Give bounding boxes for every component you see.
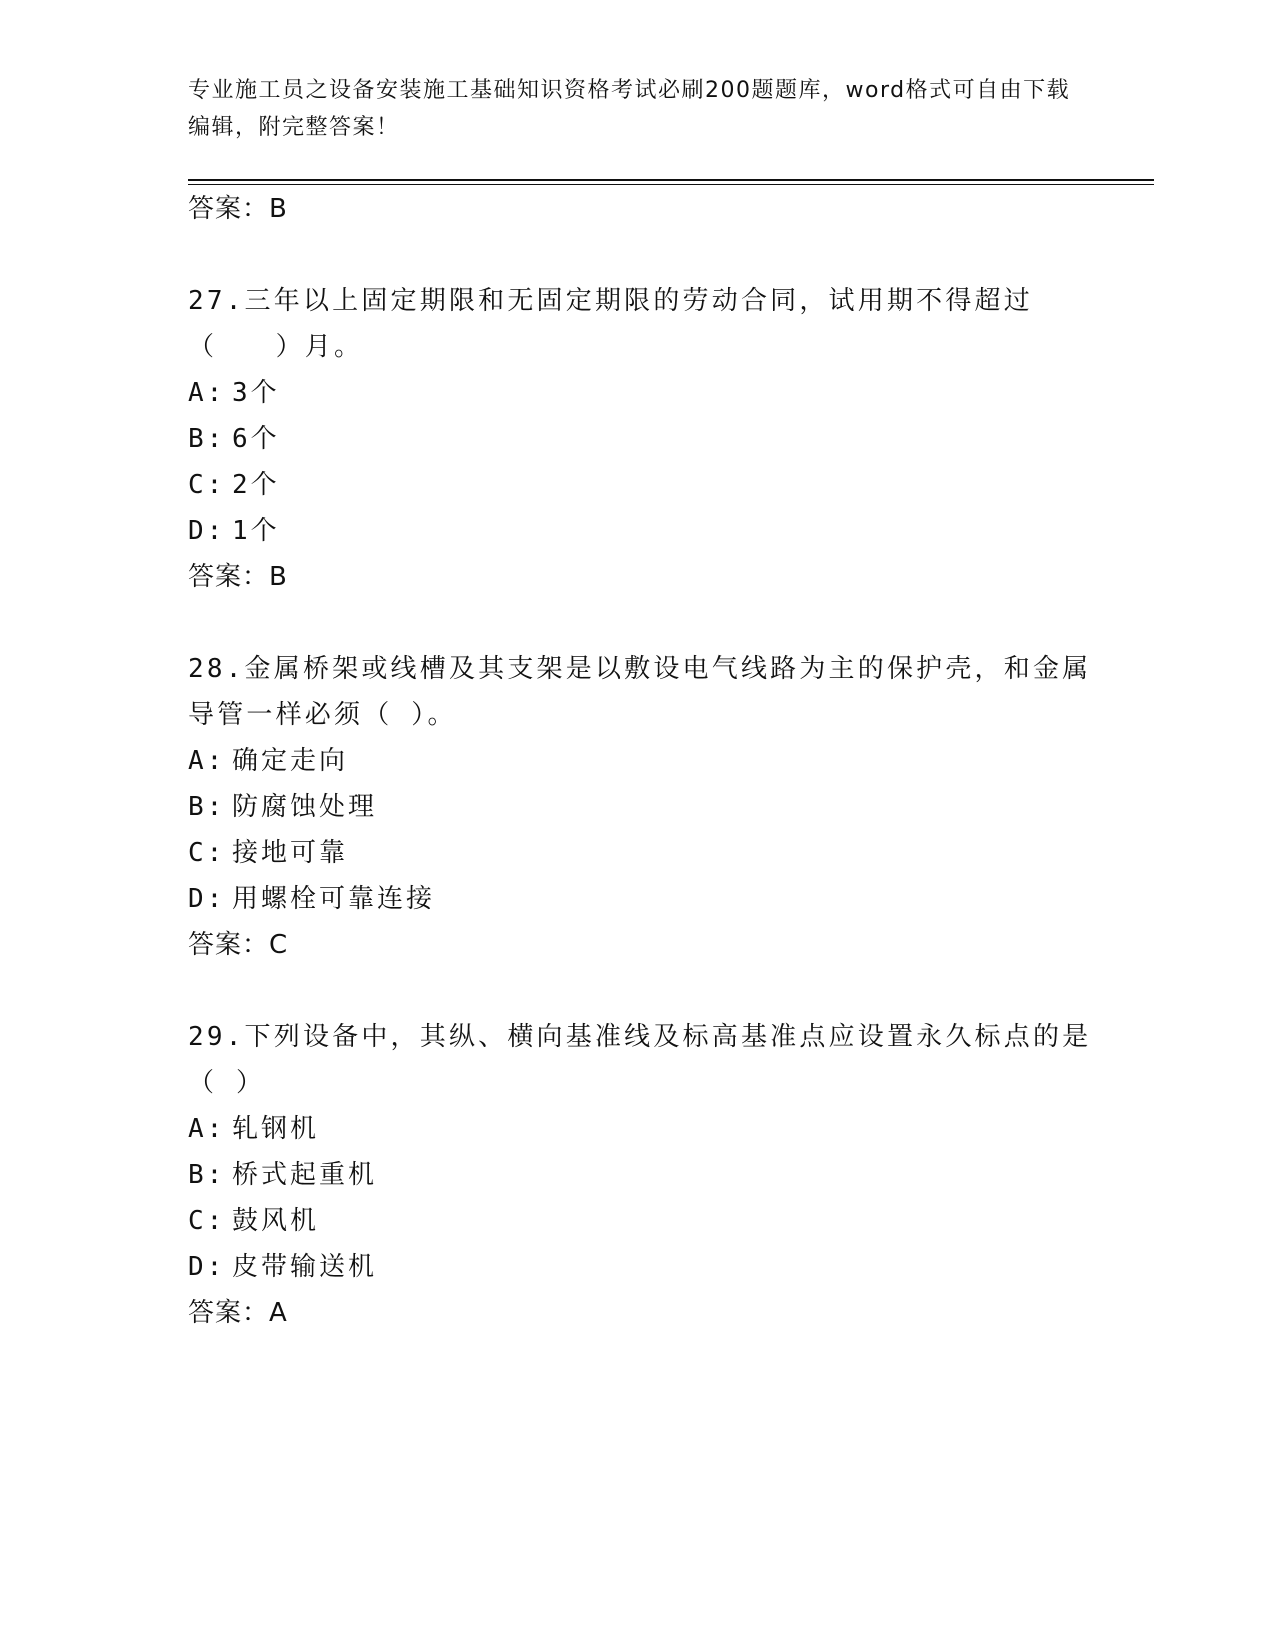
option-text: 用螺栓可靠连接: [232, 884, 436, 914]
option-letter: D:: [188, 1252, 226, 1282]
option-text: 1个: [232, 516, 280, 546]
option-d: [188, 1244, 1108, 1290]
option-text: 防腐蚀处理: [232, 792, 378, 822]
option-a: [188, 1106, 1108, 1152]
option-b: [188, 416, 1108, 462]
option-c: [188, 830, 1108, 876]
option-letter: B:: [188, 1160, 226, 1190]
question-28: [188, 646, 1108, 968]
option-letter: C:: [188, 838, 226, 868]
option-text: 接地可靠: [232, 838, 349, 868]
option-text: 皮带输送机: [232, 1252, 378, 1282]
option-letter: B:: [188, 424, 226, 454]
option-letter: A:: [188, 746, 226, 776]
option-text: 确定走向: [232, 746, 349, 776]
header-title: 专业施工员之设备安装施工基础知识资格考试必刷200题题库，word格式可自由下载编辑，附完整答案！: [188, 78, 1071, 140]
option-letter: C:: [188, 1206, 226, 1236]
header-divider-thick: [188, 179, 1154, 181]
option-letter: B:: [188, 792, 226, 822]
question-text: 29.下列设备中，其纵、横向基准线及标高基准点应设置永久标点的是（ ）: [188, 1022, 1092, 1098]
option-text: 鼓风机: [232, 1206, 320, 1236]
answer-line: 答案：C: [188, 930, 289, 960]
option-text: 3个: [232, 378, 280, 408]
header-divider-thin: [188, 184, 1154, 185]
option-d: [188, 508, 1108, 554]
option-b: [188, 784, 1108, 830]
question-list: [188, 186, 1108, 1336]
option-text: 2个: [232, 470, 280, 500]
option-letter: A:: [188, 378, 226, 408]
option-a: [188, 738, 1108, 784]
option-c: [188, 462, 1108, 508]
option-text: 轧钢机: [232, 1114, 320, 1144]
option-b: [188, 1152, 1108, 1198]
question-29: [188, 1014, 1108, 1336]
option-letter: A:: [188, 1114, 226, 1144]
option-text: 桥式起重机: [232, 1160, 378, 1190]
question-27: [188, 278, 1108, 600]
option-text: 6个: [232, 424, 280, 454]
answer-line: 答案：B: [188, 562, 288, 592]
document-header: [188, 72, 1088, 146]
option-letter: C:: [188, 470, 226, 500]
option-a: [188, 370, 1108, 416]
answer-line: 答案：B: [188, 194, 288, 224]
option-d: [188, 876, 1108, 922]
question-text: 27.三年以上固定期限和无固定期限的劳动合同，试用期不得超过（ ）月。: [188, 286, 1033, 362]
question-text: 28.金属桥架或线槽及其支架是以敷设电气线路为主的保护壳，和金属导管一样必须（ ）。: [188, 654, 1092, 730]
option-c: [188, 1198, 1108, 1244]
option-letter: D:: [188, 516, 226, 546]
answer-line: 答案：A: [188, 1298, 288, 1328]
option-letter: D:: [188, 884, 226, 914]
